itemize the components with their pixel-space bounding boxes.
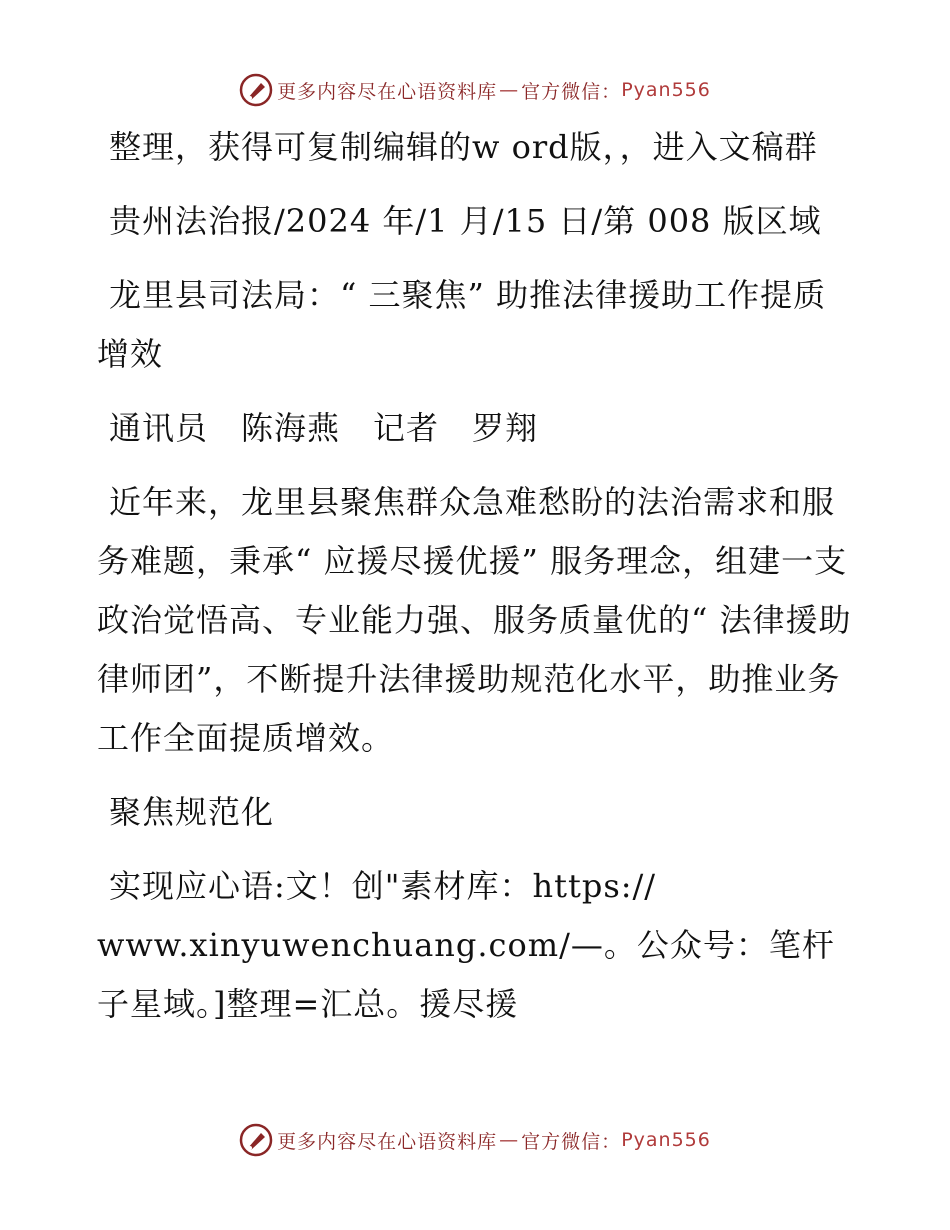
banner-wechat-label: 官方微信： xyxy=(521,80,622,103)
intro-paragraph: 整理，获得可复制编辑的w ord版，，进入文稿群 xyxy=(109,128,818,166)
banner-text: 更多内容尽在心语资料库 xyxy=(277,80,498,103)
banner-wechat-id: Pyan556 xyxy=(621,79,711,101)
banner-wechat-label: 官方微信： xyxy=(521,1130,622,1153)
footer-watermark-banner xyxy=(0,1120,950,1160)
header-watermark-banner xyxy=(0,70,950,110)
pen-nib-icon xyxy=(239,73,273,107)
source-line: 贵州法治报/2024 年/1 月/15 日/第 008 版区域 xyxy=(109,202,822,240)
article-title: 龙里县司法局：“ 三聚焦” 助推法律援助工作提质增效 xyxy=(97,276,827,373)
banner-text: 更多内容尽在心语资料库 xyxy=(277,1130,498,1153)
body-paragraph-2 xyxy=(97,857,857,1034)
pen-nib-icon xyxy=(239,1123,273,1157)
byline: 通讯员 陈海燕 记者 罗翔 xyxy=(109,409,539,447)
banner-wechat-id: Pyan556 xyxy=(621,1129,711,1151)
body-paragraph: 近年来，龙里县聚焦群众急难愁盼的法治需求和服务难题，秉承“ 应援尽援优援” 服务理念，组建一支政治觉悟高、专业能力强、服务质量优的“ 法律援助律师团”，不断提升法律援助规范化水平，助推业务工作全面提质增效。 xyxy=(97,483,852,757)
section-heading: 聚焦规范化 xyxy=(109,793,275,831)
body-paragraph-2-line1: 实现应心语:文！创"素材库：https:// xyxy=(109,867,657,905)
document-body xyxy=(97,118,857,1049)
banner-separator: — xyxy=(499,79,520,101)
body-paragraph-2-line2: www.xinyuwenchuang.com/—。公众号：笔杆子星域。]整理=汇总。援尽援 xyxy=(97,926,835,1023)
banner-separator: — xyxy=(499,1129,520,1151)
